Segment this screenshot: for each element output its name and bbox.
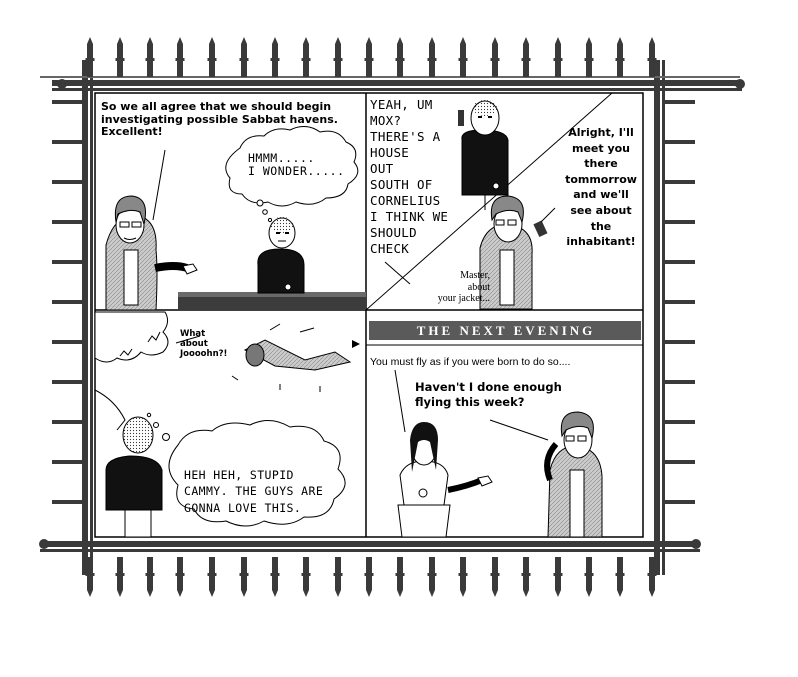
panel2-phone-dialogue: YEAH, UM MOX? THERE'S A HOUSE OUT SOUTH OF CORNELIUS I THINK WE SHOULD CHECK xyxy=(370,97,449,256)
panel2-aside: Master, about your jacket... xyxy=(437,270,490,304)
panel1-speech: So we all agree that we should begin investigating possible Sabbat havens. Excellent! xyxy=(101,100,338,139)
panel4-line2: Haven't I done enough flying this week? xyxy=(415,380,562,409)
panel4-caption: THE NEXT EVENING xyxy=(416,323,596,338)
panel1-thought-text: HMMM..... I WONDER..... xyxy=(248,151,345,179)
panel2-reply: Alright, I'll meet you there tommorrow and we'll see about the inhabitant! xyxy=(565,126,637,249)
panel3-thought-text: HEH HEH, STUPID CAMMY. THE GUYS ARE GONNA LOVE THIS. xyxy=(184,468,324,515)
panel-4-art xyxy=(366,321,643,537)
woman-on-phone xyxy=(480,196,547,309)
woman-with-glasses xyxy=(547,412,602,537)
bald-man-thinking xyxy=(106,417,162,537)
panel4-line1: You must fly as if you were born to do so.... xyxy=(370,356,571,368)
falling-characters xyxy=(232,324,360,392)
dark-haired-woman xyxy=(398,422,492,537)
panel3-falling-text: What about Joooohn?! xyxy=(180,329,228,359)
bald-man-at-desk xyxy=(258,217,304,293)
